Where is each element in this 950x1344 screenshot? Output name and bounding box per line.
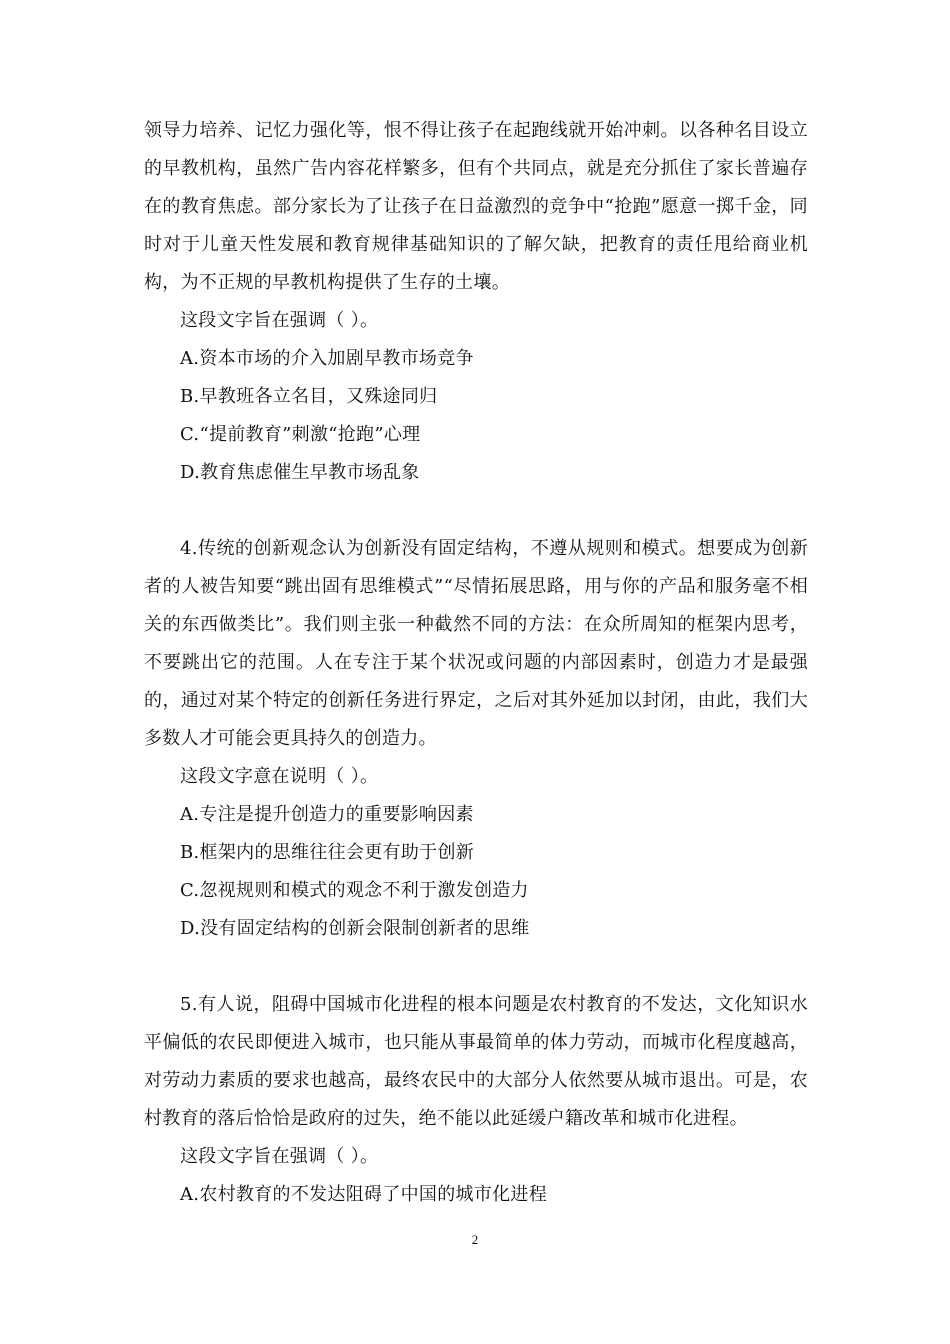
- q4-question-stem: 这段文字意在说明（ ）。: [180, 766, 379, 787]
- q3-option-a: A.资本市场的介入加剧早教市场竞争: [180, 348, 474, 369]
- q3-option-b: B.早教班各立名目，又殊途同归: [180, 386, 438, 407]
- q4-option-b: B.框架内的思维往往会更有助于创新: [180, 842, 475, 863]
- q4-option-d: D.没有固定结构的创新会限制创新者的思维: [180, 918, 530, 939]
- q3-option-d: D.教育焦虑催生早教市场乱象: [180, 462, 420, 483]
- page-number: 2: [471, 1232, 479, 1247]
- q4-passage: 4.传统的创新观念认为创新没有固定结构，不遵从规则和模式。想要成为创新者的人被告知要“跳出固有思维模式”“尽情拓展思路，用与你的产品和服务毫不相关的东西做类比”。我们则主张一种截然不同的方法：在众所周知的框架内思考，不要跳出它的范围。人在专注于某个状况或问题的内部因素时，创造力才是最强的，通过对某个特定的创新任务进行界定，之后对其外延加以封闭，由此，我们大多数人才可能会更具持久的创造力。: [144, 538, 808, 749]
- q5-option-a: A.农村教育的不发达阻碍了中国的城市化进程: [180, 1184, 548, 1205]
- page-content: [144, 112, 808, 1214]
- q5-question-stem: 这段文字旨在强调（ ）。: [180, 1146, 379, 1167]
- question-spacer: [144, 948, 808, 986]
- q5-passage: 5.有人说，阻碍中国城市化进程的根本问题是农村教育的不发达，文化知识水平偏低的农民即便进入城市，也只能从事最简单的体力劳动，而城市化程度越高，对劳动力素质的要求也越高，最终农民中的大部分人依然要从城市退出。可是，农村教育的落后恰恰是政府的过失，绝不能以此延缓户籍改革和城市化进程。: [144, 994, 808, 1129]
- q3-passage: 领导力培养、记忆力强化等，恨不得让孩子在起跑线就开始冲刺。以各种名目设立的早教机构，虽然广告内容花样繁多，但有个共同点，就是充分抓住了家长普遍存在的教育焦虑。部分家长为了让孩子在日益激烈的竞争中“抢跑”愿意一掷千金，同时对于儿童天性发展和教育规律基础知识的了解欠缺，把教育的责任甩给商业机构，为不正规的早教机构提供了生存的土壤。: [144, 120, 808, 293]
- q4-option-a: A.专注是提升创造力的重要影响因素: [180, 804, 474, 825]
- question-spacer: [144, 492, 808, 530]
- q3-option-c: C.“提前教育”刺激“抢跑”心理: [180, 424, 421, 445]
- q4-option-c: C.忽视规则和模式的观念不利于激发创造力: [180, 880, 529, 901]
- q3-question-stem: 这段文字旨在强调（ ）。: [180, 310, 379, 331]
